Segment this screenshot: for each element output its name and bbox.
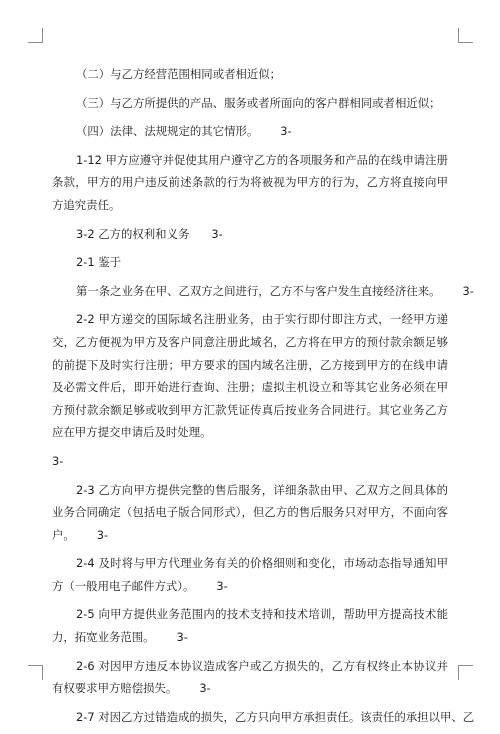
crop-mark-bottom-left: [28, 665, 43, 680]
section-heading-3-2: 3-2 乙方的权利和义务 3-: [76, 226, 223, 241]
crop-mark-bottom-right: [458, 665, 473, 680]
paragraph-2-3: 2-3 乙方向甲方提供完整的售后服务，详细条款由甲、乙双方之间具体的业务合同确定（包括电子版合同形式），但乙方的售后服务只对甲方，不面向客户。 3-: [52, 482, 448, 542]
paragraph-clause-3: （三）与乙方所提供的产品、服务或者所面向的客户群相同或者相近似；: [76, 95, 441, 110]
paragraph-2-1-body: 第一条之业务在甲、乙双方之间进行，乙方不与客户发生直接经济往来。 3-: [76, 283, 474, 298]
document-body: [52, 63, 475, 734]
paragraph-1-12: 1-12 甲方应遵守并促使其用户遵守乙方的各项服务和产品的在线申请注册条款，甲方的用户违反前述条款的行为将被视为甲方的行为，乙方将直接向甲方追究责任。: [52, 152, 448, 212]
paragraph-clause-2: （二）与乙方经营范围相同或者相近似；: [76, 67, 282, 81]
paragraph-2-4: 2-4 及时将与甲方代理业务有关的价格细则和变化，市场动态指导通知甲方（一般用电子邮件方式）。 3-: [52, 556, 448, 593]
paragraph-2-2: 2-2 甲方递交的国际域名注册业务，由于实行即付即注方式，一经甲方递交，乙方便视为甲方及客户同意注册此域名，乙方将在甲方的预付款余额足够的前提下及时实行注册；甲方要求的国内域名注册，乙方接到甲方的在线申请及必需文件后，即开始进行查询、注册；虚拟主机设立和等其它业务必须在甲方预付款余额足够或收到甲方汇款凭证传真后按业务合同进行。其它业务乙方应在甲方提交申请后及时处理。: [52, 312, 448, 440]
paragraph-2-5: 2-5 向甲方提供业务范围内的技术支持和技术培训，帮助甲方提高技术能力，拓宽业务范围。 3-: [52, 607, 448, 645]
paragraph-clause-4: （四）法律、法规规定的其它情形。 3-: [76, 124, 292, 139]
paragraph-2-1: 2-1 鉴于: [76, 255, 122, 270]
paragraph-2-7: 2-7 对因乙方过错造成的损失，乙方只向甲方承担责任。该责任的承担以甲、乙: [76, 709, 475, 724]
paragraph-2-6: 2-6 对因甲方违反本协议造成客户或乙方损失的，乙方有权终止本协议并有权要求甲方赔偿损失。 3-: [52, 658, 448, 696]
crop-mark-top-right: [458, 28, 473, 43]
crop-mark-top-left: [28, 28, 43, 43]
page-marker: 3-: [52, 453, 64, 468]
